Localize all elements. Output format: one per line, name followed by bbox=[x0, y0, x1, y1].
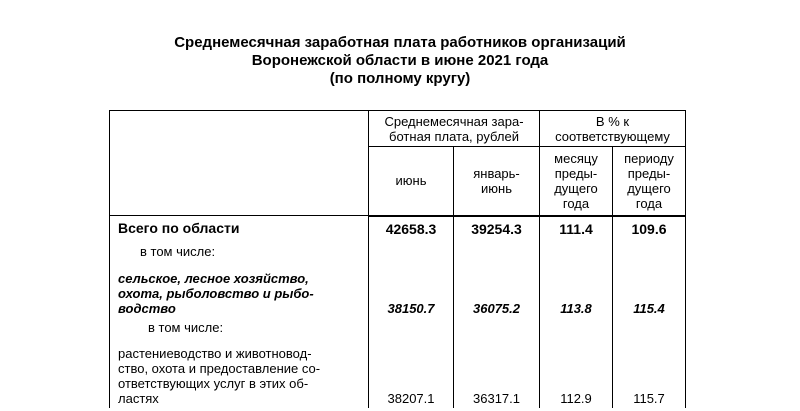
cell-period-pct: 115.4 bbox=[613, 262, 686, 318]
header-col-period-prev: периоду преды- дущего года bbox=[613, 147, 686, 216]
cell-june: 38150.7 bbox=[369, 262, 454, 318]
header-group-salary: Среднемесячная зара- ботная плата, рублей bbox=[369, 111, 540, 147]
header-stub-cell bbox=[110, 111, 369, 216]
row-label: в том числе: bbox=[110, 242, 369, 262]
row-label: сельское, лесное хозяйство, охота, рыболовство и рыбо- водство bbox=[110, 262, 369, 318]
header-col-jan-june: январь- июнь bbox=[454, 147, 540, 216]
header-col-june: июнь bbox=[369, 147, 454, 216]
row-label: в том числе: bbox=[110, 318, 369, 338]
cell-month-pct: 113.8 bbox=[540, 262, 613, 318]
document-title bbox=[0, 34, 800, 88]
table-row bbox=[110, 318, 686, 338]
cell-month-pct: 112.9 bbox=[540, 338, 613, 408]
row-label: Всего по области bbox=[110, 216, 369, 242]
title-line-1: Среднемесячная заработная плата работников организаций bbox=[174, 34, 626, 51]
table-row bbox=[110, 242, 686, 262]
table-row bbox=[110, 262, 686, 318]
cell-june: 38207.1 bbox=[369, 338, 454, 408]
header-col-month-prev: месяцу преды- дущего года bbox=[540, 147, 613, 216]
title-line-3: (по полному кругу) bbox=[329, 70, 471, 87]
table-row bbox=[110, 338, 686, 408]
table-row bbox=[110, 216, 686, 242]
cell-jan-june: 36075.2 bbox=[454, 262, 540, 318]
header-group-percent: В % к соответствующему bbox=[540, 111, 686, 147]
cell-period-pct: 109.6 bbox=[613, 216, 686, 242]
cell-month-pct: 111.4 bbox=[540, 216, 613, 242]
row-label: растениеводство и животновод- ство, охота и предоставление со- ответствующих услуг в этих об- ластях bbox=[110, 338, 369, 408]
cell-june: 42658.3 bbox=[369, 216, 454, 242]
title-line-2: Воронежской области в июне 2021 года bbox=[251, 52, 549, 69]
salary-table bbox=[109, 110, 686, 408]
cell-jan-june: 36317.1 bbox=[454, 338, 540, 408]
cell-period-pct: 115.7 bbox=[613, 338, 686, 408]
cell-jan-june: 39254.3 bbox=[454, 216, 540, 242]
